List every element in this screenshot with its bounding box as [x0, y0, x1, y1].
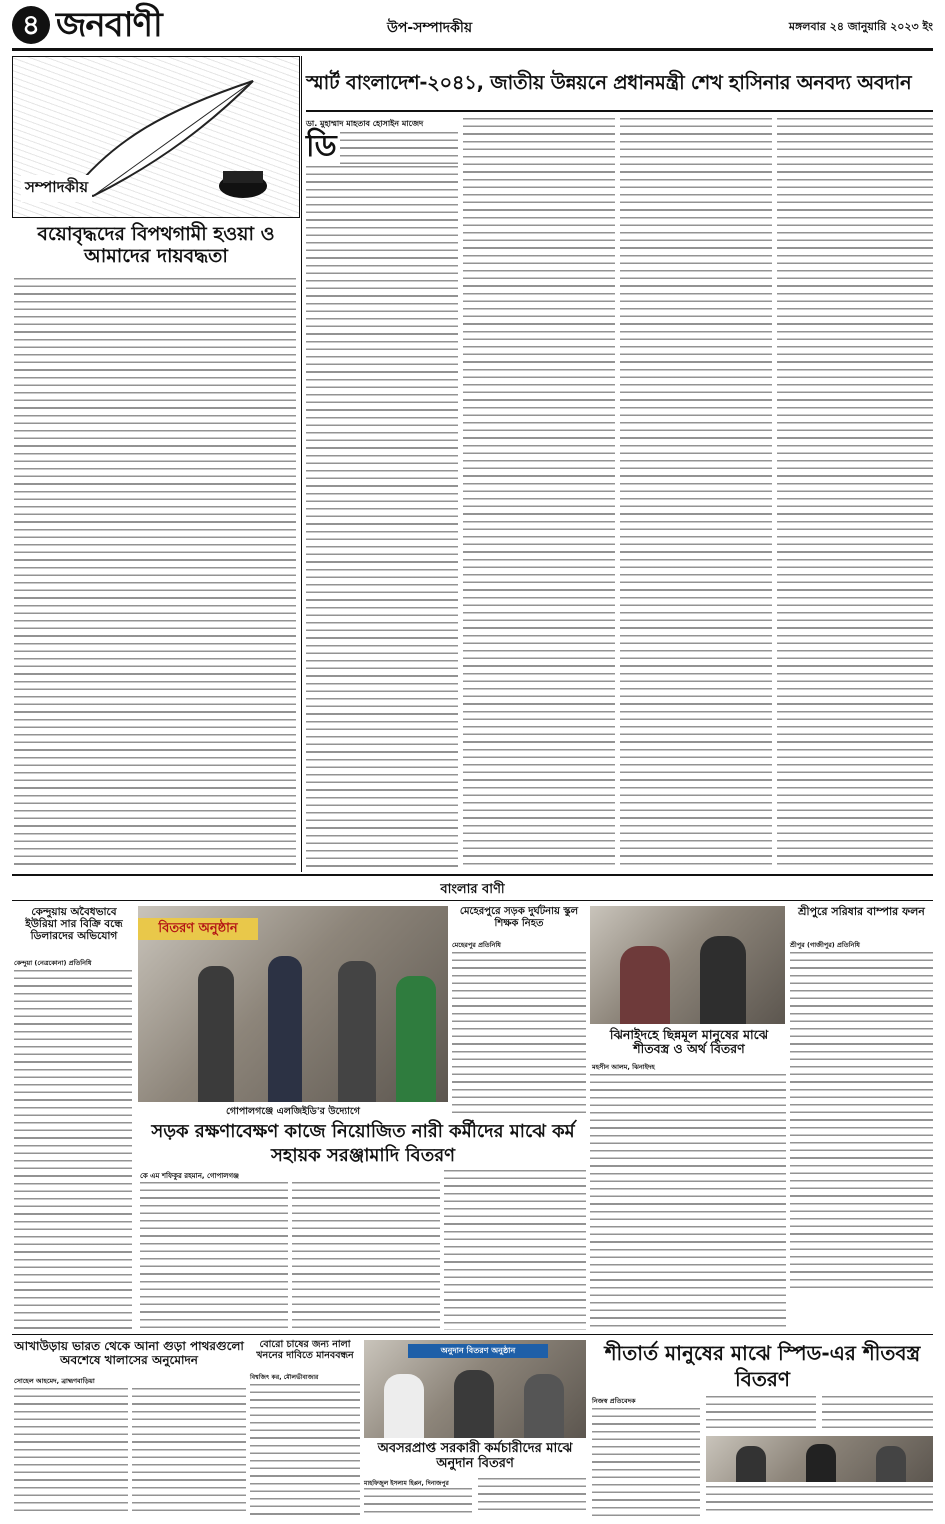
page-number-badge: ৪	[12, 6, 50, 44]
lead-byline: ডা. মুহাম্মাদ মাহতাব হোসাইন মাজেদ	[306, 119, 424, 128]
photo-figure-6	[700, 936, 746, 1024]
speed-body-col3	[822, 1396, 933, 1432]
lead-headline: স্মার্ট বাংলাদেশ-২০৪১, জাতীয় উন্নয়নে প্রধানমন্ত্রী শেখ হাসিনার অনবদ্য অবদান	[306, 71, 912, 94]
lead-dropcap: ডি	[306, 129, 337, 164]
photo-figure-9	[524, 1374, 564, 1438]
section-rule-bottom	[12, 900, 933, 901]
photo-figure-10	[736, 1446, 766, 1482]
speed-headline: শীতার্ত মানুষের মাঝে স্পিড-এর শীতবস্ত্র বিতরণ	[604, 1341, 921, 1391]
section-rule-top	[12, 874, 933, 876]
boro-headline: বোরো চাষের জন্য নালা খননের দাবিতে মানববন্ধন	[256, 1339, 354, 1361]
speed-body-col4	[706, 1486, 933, 1516]
lead-body-col4	[777, 118, 933, 870]
sreepur-headline: শ্রীপুরে সরিষার বাম্পার ফলন	[798, 905, 925, 918]
boro-byline: বিশ্বজিৎ কর, মৌলভীবাজার	[250, 1374, 319, 1381]
lead-body-col3	[620, 118, 772, 870]
editorial-body	[14, 278, 296, 870]
gopalganj-byline: কে এম শফিকুর রহমান, গোপালগঞ্জ	[140, 1172, 240, 1180]
photo-figure-8	[454, 1370, 494, 1438]
banglar-bani-title: বাংলার বাণী	[440, 882, 505, 897]
akhaura-body-col2	[132, 1388, 246, 1516]
gopalganj-body-col3	[444, 1170, 586, 1330]
lead-headline-box	[306, 56, 933, 112]
akhaura-headline: আখাউড়ায় ভারত থেকে আনা গুড়া পাথরগুলো অবশেষে খালাসের অনুমোদন	[14, 1339, 244, 1367]
urea-body	[14, 970, 132, 1330]
gopalganj-body-col1	[140, 1182, 288, 1330]
masthead	[12, 6, 933, 46]
photo-figure-5	[620, 946, 670, 1024]
meherpur-headline: মেহেরপুরে সড়ক দুর্ঘটনায় স্কুল শিক্ষক নিহত	[459, 906, 579, 929]
jhenaidah-headline: ঝিনাইদহে ছিন্নমূল মানুষের মাঝে শীতবস্ত্র ও অর্থ বিতরণ	[609, 1027, 769, 1057]
akhaura-byline: সোহেল আহমেদ, ব্রাহ্মণবাড়িয়া	[14, 1377, 95, 1385]
photo-figure-1	[198, 966, 234, 1102]
speed-body-col2	[706, 1396, 816, 1432]
lead-body-col1	[306, 166, 458, 870]
paper-name-logo	[56, 6, 162, 44]
editorial-headline: বয়োবৃদ্ধদের বিপথগামী হওয়া ও আমাদের দায়বদ্ধতা	[37, 223, 275, 267]
lead-body-col1-top	[340, 132, 458, 164]
speed-photo	[706, 1436, 933, 1482]
photo-figure-11	[806, 1444, 836, 1482]
retired-photo	[364, 1340, 586, 1438]
retired-body-col1	[364, 1488, 472, 1516]
retired-headline: অবসরপ্রাপ্ত সরকারী কর্মচারীদের মাঝে অনুদান বিতরণ	[377, 1441, 573, 1471]
sreepur-byline: শ্রীপুর (গাজীপুর) প্রতিনিধি	[790, 941, 860, 949]
photo-figure-2	[268, 956, 302, 1102]
photo-figure-12	[876, 1446, 906, 1482]
photo-figure-4	[396, 976, 436, 1102]
masthead-rule	[12, 48, 933, 51]
jhenaidah-byline: মহসীন আলম, ঝিনাইদহ	[592, 1063, 655, 1071]
speed-byline: নিজস্ব প্রতিবেদক	[592, 1397, 636, 1405]
lower-rule	[12, 1334, 933, 1335]
jhenaidah-body	[590, 1074, 786, 1330]
lead-body-col2	[463, 118, 615, 870]
editorial-illustration	[12, 56, 300, 218]
speed-body-col1	[592, 1408, 700, 1516]
column-divider-1	[301, 56, 302, 872]
photo-figure-3	[338, 961, 376, 1102]
retired-photo-banner: অনুদান বিতরণ অনুষ্ঠান	[408, 1344, 548, 1358]
photo-figure-7	[384, 1374, 424, 1438]
akhaura-body-col1	[14, 1388, 128, 1516]
section-label: উপ-সম্পাদকীয়	[387, 20, 473, 36]
issue-date: মঙ্গলবার ২৪ জানুয়ারি ২০২৩ ইং	[788, 20, 933, 33]
gopalganj-kicker: গোপালগঞ্জে এলজিইডি'র উদ্যোগে	[226, 1106, 360, 1117]
urea-headline: কেন্দুয়ায় অবৈধভাবে ইউরিয়া সার বিক্রি বন্ধে ডিলারদের অভিযোগ	[25, 906, 123, 943]
meherpur-body	[452, 952, 586, 1116]
retired-byline: মাহফিজুল ইসলাম হিপ্পন, দিনাজপুর	[364, 1480, 449, 1487]
gopalganj-photo-banner: বিতরণ অনুষ্ঠান	[138, 918, 258, 940]
gopalganj-headline: সড়ক রক্ষণাবেক্ষণ কাজে নিয়োজিত নারী কর্মীদের মাঝে কর্ম সহায়ক সরঞ্জামাদি বিতরণ	[151, 1121, 575, 1166]
meherpur-byline: মেহেরপুর প্রতিনিধি	[452, 941, 501, 949]
jhenaidah-photo	[590, 906, 785, 1024]
sreepur-body	[790, 952, 933, 1288]
paper-name: জনবাণী	[56, 5, 162, 45]
urea-byline: কেন্দুয়া (নেত্রকোনা) প্রতিনিধি	[14, 959, 92, 967]
editorial-label: সম্পাদকীয়	[21, 175, 92, 202]
gopalganj-body-col2	[292, 1182, 440, 1330]
retired-body-col2	[478, 1478, 586, 1516]
gopalganj-photo	[138, 906, 448, 1102]
boro-body	[250, 1384, 360, 1516]
